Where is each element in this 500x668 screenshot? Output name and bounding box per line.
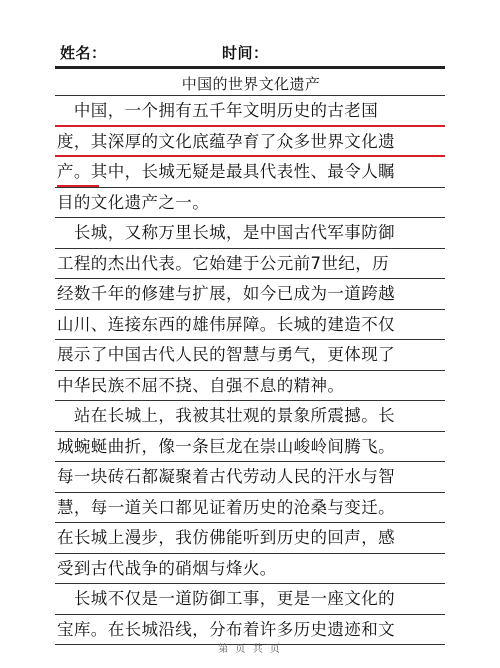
essay-line-6 <box>55 249 445 280</box>
essay-line-text: 长城不仅是一道防御工事，更是一座文化的 <box>57 589 395 608</box>
essay-line-text: 山川、连接东西的雄伟屏障。长城的建造不仅 <box>57 314 395 334</box>
essay-line-15 <box>55 523 445 554</box>
page-footer: 第 页 共 页 <box>218 644 282 655</box>
essay-line-4 <box>55 188 445 219</box>
lined-sheet <box>55 72 445 645</box>
essay-line-13 <box>55 462 445 493</box>
essay-line-text: 在长城上漫步，我仿佛能听到历史的回声，感 <box>57 528 395 547</box>
header-rule <box>55 66 445 69</box>
essay-line-1 <box>55 96 445 127</box>
essay-line-text: 慧，每一道关口都见证着历史的沧桑与变迁。 <box>57 497 395 517</box>
name-label: 姓名： <box>60 44 107 62</box>
essay-line-5 <box>55 218 445 249</box>
essay-line-text: 宝库。在长城沿线，分布着许多历史遗迹和文 <box>57 619 395 639</box>
essay-line-text: 站在长城上，我被其壮观的景象所震撼。长 <box>57 406 395 425</box>
essay-line-7 <box>55 279 445 310</box>
essay-line-8 <box>55 310 445 341</box>
essay-line-text: 城蜿蜒曲折，像一条巨龙在崇山峻岭间腾飞。 <box>57 436 395 456</box>
essay-line-text: 每一块砖石都凝聚着古代劳动人民的汗水与智 <box>57 467 395 486</box>
essay-line-text: 度，其深厚的文化底蕴孕育了众多世界文化遗 <box>57 131 395 151</box>
essay-line-text: 目的文化遗产之一。 <box>57 192 210 212</box>
essay-line-3 <box>55 157 445 188</box>
essay-line-text: 中国，一个拥有五千年文明历史的古老国 <box>57 101 379 120</box>
essay-title: 中国的世界文化遗产 <box>55 72 445 96</box>
essay-line-14 <box>55 493 445 524</box>
essay-line-text: 中华民族不屈不挠、自强不息的精神。 <box>57 375 345 395</box>
essay-line-12 <box>55 432 445 463</box>
essay-line-text: 长城，又称万里长城，是中国古代军事防御 <box>57 223 395 242</box>
worksheet-header <box>0 0 500 70</box>
essay-line-text: 工程的杰出代表。它始建于公元前7世纪，历 <box>57 253 389 273</box>
essay-line-text: 产。其中，长城无疑是最具代表性、最令人瞩 <box>57 162 395 181</box>
essay-line-16 <box>55 554 445 585</box>
essay-line-10 <box>55 371 445 402</box>
essay-line-9 <box>55 340 445 371</box>
essay-line-17 <box>55 584 445 615</box>
essay-line-2 <box>55 127 445 158</box>
essay-line-text: 经数千年的修建与扩展，如今已成为一道跨越 <box>57 284 395 303</box>
essay-line-text: 受到古代战争的硝烟与烽火。 <box>57 558 277 578</box>
essay-line-11 <box>55 401 445 432</box>
time-label: 时间： <box>222 44 269 62</box>
essay-line-text: 展示了中国古代人民的智慧与勇气，更体现了 <box>57 345 395 364</box>
